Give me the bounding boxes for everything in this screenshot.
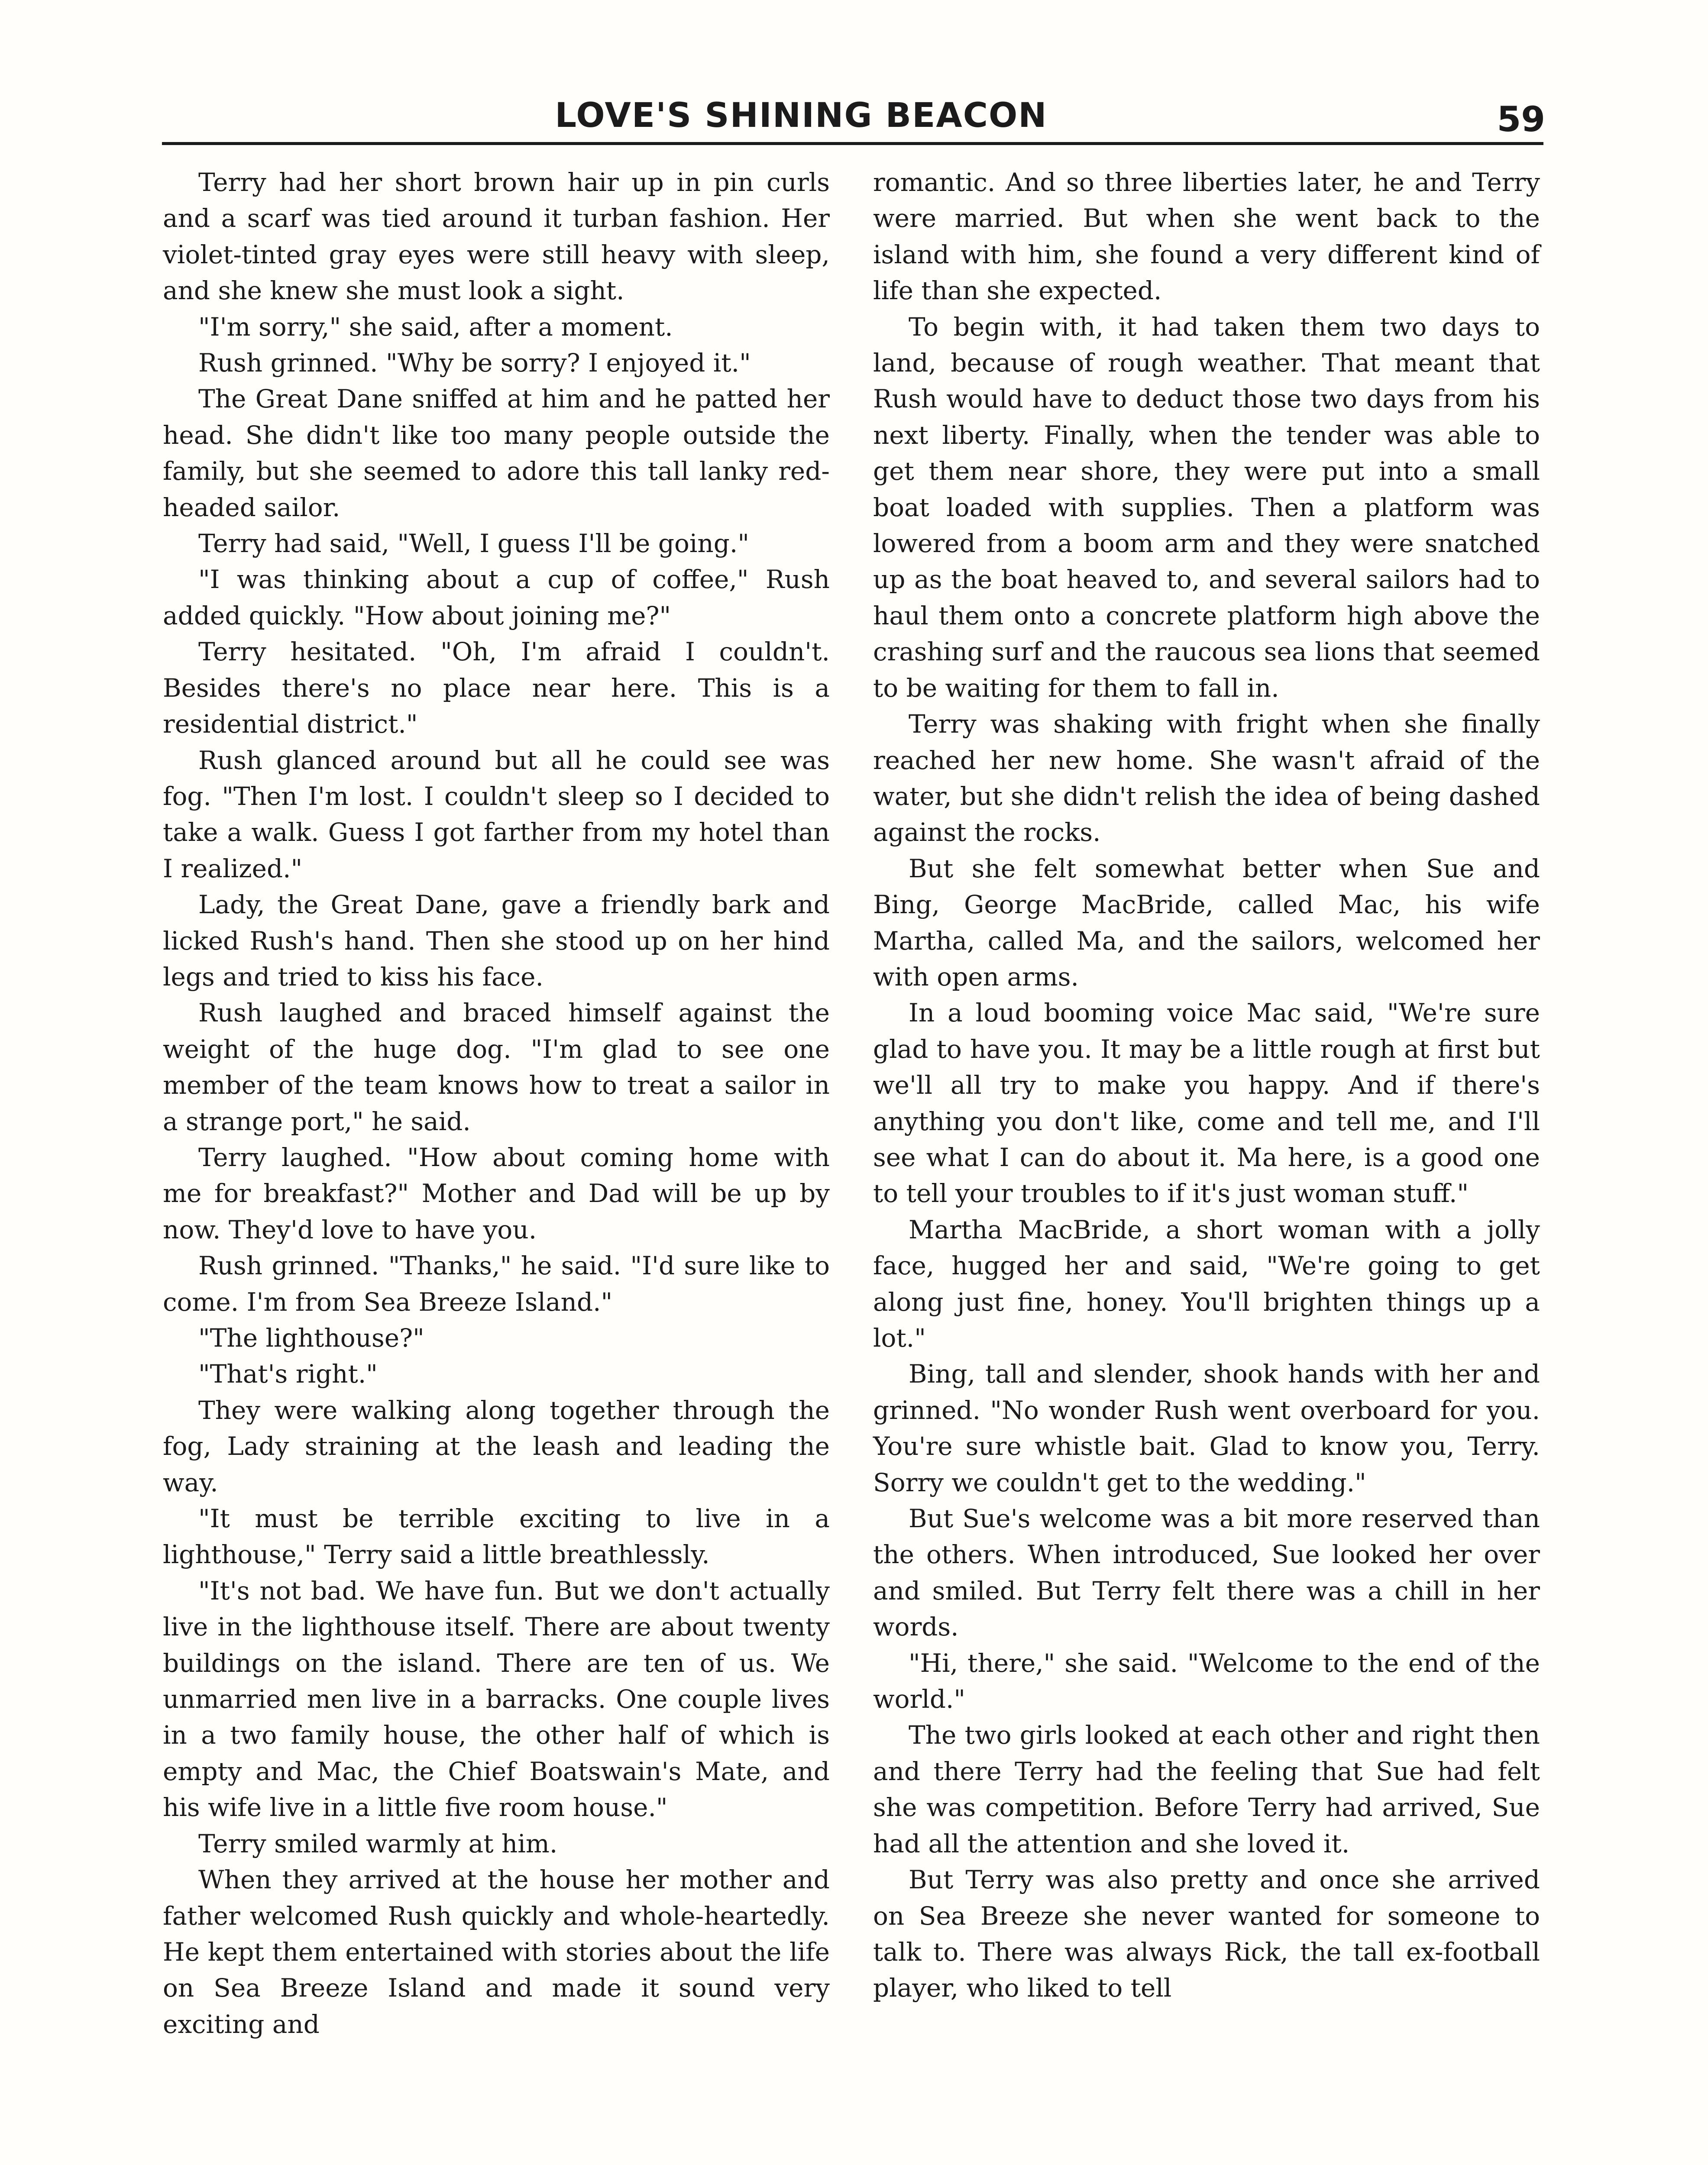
- paragraph: Lady, the Great Dane, gave a friendly bark and licked Rush's hand. Then she stood up on her hind legs and tried to kiss his face.: [163, 890, 830, 992]
- paragraph: When they arrived at the house her mother and father welcomed Rush quickly and whole-heartedly. He kept them entertained with stories about the life on Sea Breeze Island and made it sound very exciting and: [163, 1865, 830, 2039]
- paragraph: "It's not bad. We have fun. But we don't actually live in the lighthouse itself. There are about twenty buildings on the island. There are ten of us. We unmarried men live in a barracks. One couple lives in a two family house, the other half of which is empty and Mac, the Chief Boatswain's Mate, and his wife live in a little five room house.": [163, 1576, 830, 1822]
- paragraph: Rush laughed and braced himself against the weight of the huge dog. "I'm glad to see one member of the team knows how to treat a sailor in a strange port," he said.: [163, 998, 830, 1136]
- paragraph: But she felt somewhat better when Sue and Bing, George MacBride, called Mac, his wife Martha, called Ma, and the sailors, welcomed her with open arms.: [873, 853, 1540, 992]
- paragraph: To begin with, it had taken them two days to land, because of rough weather. That meant that Rush would have to deduct those two days from his next liberty. Finally, when the tender was able to get them near shore, they were put into a small boat loaded with supplies. Then a platform was lowered from a boom arm and they were snatched up as the boat heaved to, and several sailors had to haul them onto a concrete platform high above the crashing surf and the raucous sea lions that seemed to be waiting for them to fall in.: [873, 312, 1540, 703]
- paragraph: Rush grinned. "Thanks," he said. "I'd sure like to come. I'm from Sea Breeze Island.": [163, 1251, 830, 1317]
- paragraph: Terry was shaking with fright when she finally reached her new home. She wasn't afraid of the water, but she didn't relish the idea of being dashed against the rocks.: [873, 709, 1540, 847]
- paragraph: "Hi, there," she said. "Welcome to the end of the world.": [873, 1648, 1540, 1714]
- paragraph-continued: romantic. And so three liberties later, he and Terry were married. But when she went back to the island with him, she found a very different kind of life than she expected.: [873, 168, 1540, 306]
- header-rule: [162, 142, 1543, 145]
- left-column: [163, 165, 830, 2042]
- paragraph: In a loud booming voice Mac said, "We're sure glad to have you. It may be a little rough at first but we'll all try to make you happy. And if there's anything you don't like, come and tell me, and I'll see what I can do about it. Ma here, is a good one to tell your troubles to if it's just woman stuff.": [873, 998, 1540, 1209]
- paragraph: Rush glanced around but all he could see was fog. "Then I'm lost. I couldn't sleep so I decided to take a walk. Guess I got farther from my hotel than I realized.": [163, 745, 830, 883]
- paragraph: Bing, tall and slender, shook hands with her and grinned. "No wonder Rush went overboard for you. You're sure whistle bait. Glad to know you, Terry. Sorry we couldn't get to the wedding.": [873, 1359, 1540, 1497]
- paragraph: "The lighthouse?": [198, 1323, 424, 1353]
- paragraph: Terry hesitated. "Oh, I'm afraid I couldn't. Besides there's no place near here. This is a residential district.": [163, 637, 830, 739]
- paragraph: The Great Dane sniffed at him and he patted her head. She didn't like too many people outside the family, but she seemed to adore this tall lanky red-headed sailor.: [163, 384, 830, 522]
- paragraph: They were walking along together through the fog, Lady straining at the leash and leading the way.: [163, 1395, 830, 1497]
- paragraph: The two girls looked at each other and right then and there Terry had the feeling that Sue had felt she was competition. Before Terry had arrived, Sue had all the attention and she loved it.: [873, 1720, 1540, 1858]
- paragraph: "It must be terrible exciting to live in a lighthouse," Terry said a little breathlessly.: [163, 1504, 830, 1570]
- paragraph: But Sue's welcome was a bit more reserved than the others. When introduced, Sue looked her over and smiled. But Terry felt there was a chill in her words.: [873, 1504, 1540, 1642]
- right-column: [873, 165, 1540, 2007]
- paragraph: "I'm sorry," she said, after a moment.: [198, 312, 673, 342]
- paragraph: Terry smiled warmly at him.: [198, 1829, 558, 1858]
- paragraph: Terry had said, "Well, I guess I'll be going.": [198, 529, 750, 559]
- page-number: 59: [1497, 99, 1545, 139]
- paragraph: Rush grinned. "Why be sorry? I enjoyed it.": [198, 348, 751, 378]
- paragraph: Martha MacBride, a short woman with a jolly face, hugged her and said, "We're going to get along just fine, honey. You'll brighten things up a lot.": [873, 1215, 1540, 1353]
- paragraph: Terry laughed. "How about coming home with me for breakfast?" Mother and Dad will be up by now. They'd love to have you.: [163, 1142, 830, 1244]
- paragraph: "That's right.": [198, 1359, 378, 1389]
- paragraph: Terry had her short brown hair up in pin curls and a scarf was tied around it turban fashion. Her violet-tinted gray eyes were still heavy with sleep, and she knew she must look a sight.: [163, 168, 830, 306]
- paragraph: But Terry was also pretty and once she arrived on Sea Breeze she never wanted for someone to talk to. There was always Rick, the tall ex-football player, who liked to tell: [873, 1865, 1540, 2003]
- running-title: LOVE'S SHINING BEACON: [555, 96, 1048, 135]
- paragraph: "I was thinking about a cup of coffee," Rush added quickly. "How about joining me?": [163, 565, 830, 630]
